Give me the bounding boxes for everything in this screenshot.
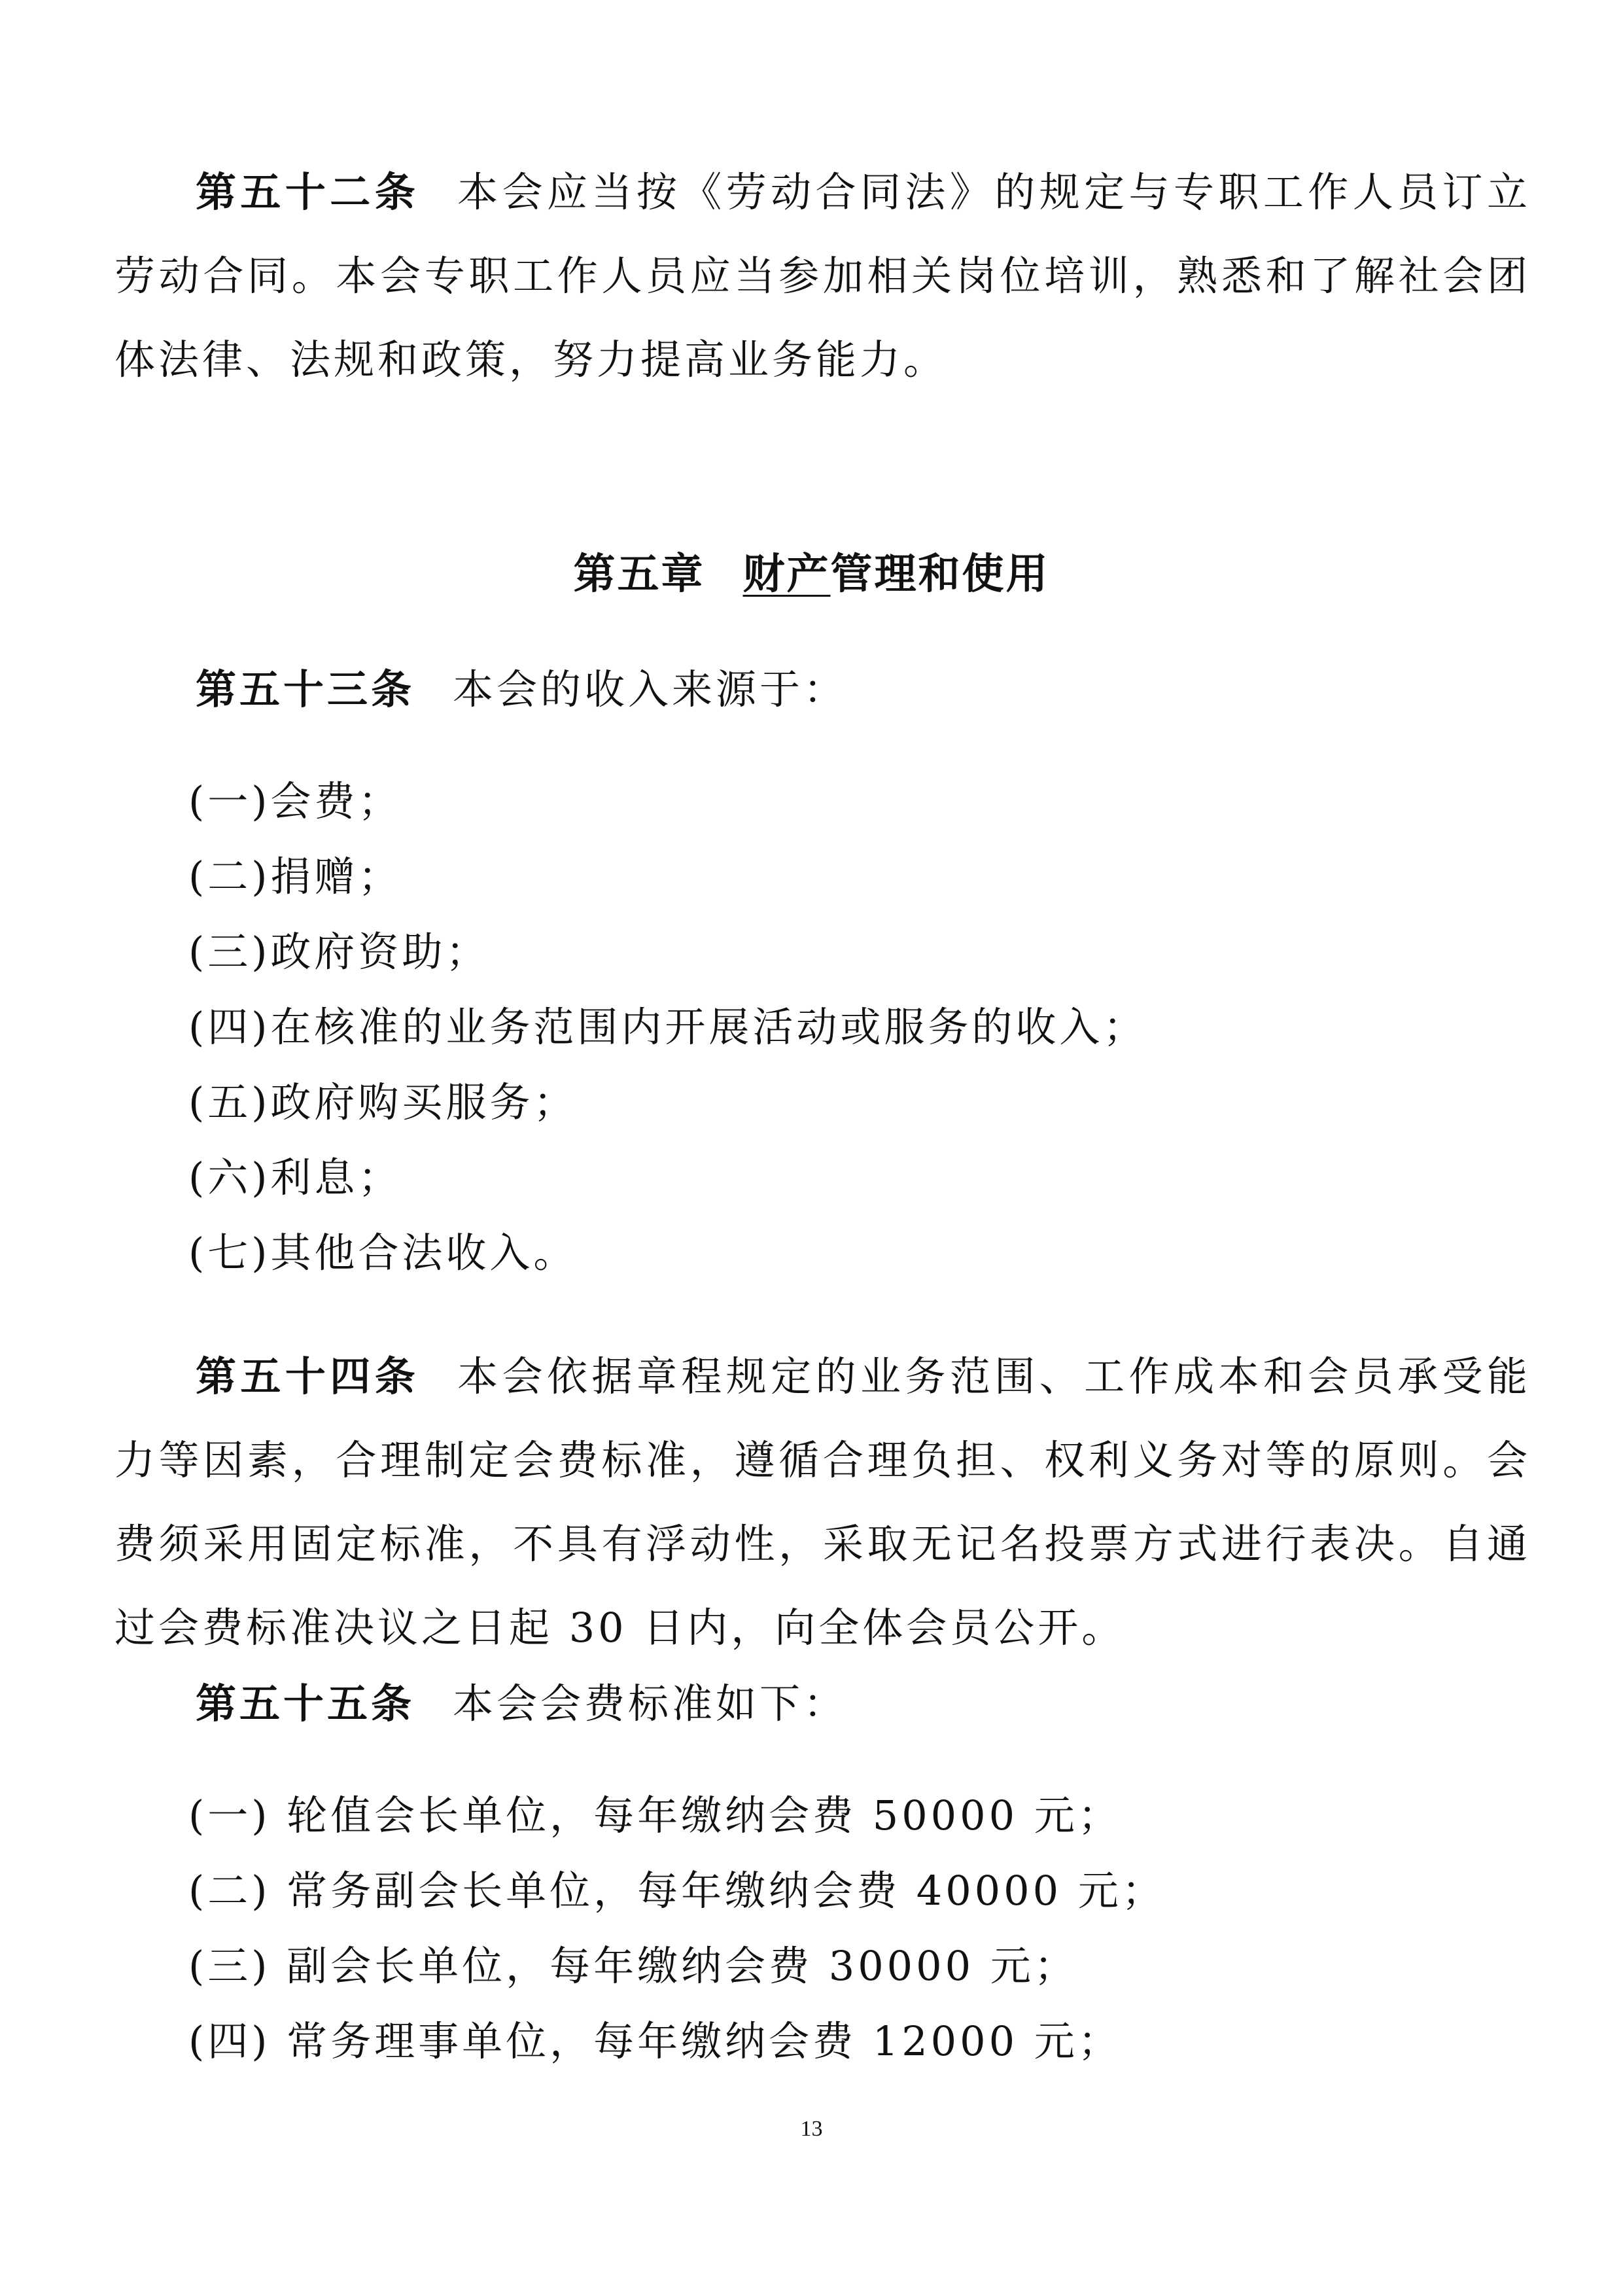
- income-item: (三)政府资助；: [188, 928, 490, 976]
- article-55-label: 第五十五条: [196, 1680, 415, 1727]
- article-54: [114, 1335, 1531, 1670]
- income-item: (一)会费；: [188, 777, 402, 825]
- fee-item: (三) 副会长单位，每年缴纳会费 30000 元；: [188, 1942, 1078, 1990]
- article-53-text: 本会的收入来源于：: [453, 665, 848, 713]
- income-item: (五)政府购买服务；: [188, 1078, 578, 1126]
- article-53: [114, 648, 1531, 732]
- article-52-text: 本会应当按《劳动合同法》的规定与专职工作人员订立劳动合同。本会专职工作人员应当参加相关岗位培训，熟悉和了解社会团体法律、法规和政策，努力提高业务能力。: [114, 168, 1531, 383]
- chapter-number: 第五章: [573, 550, 705, 599]
- article-54-label: 第五十四条: [196, 1352, 420, 1400]
- fee-item: (二) 常务副会长单位，每年缴纳会费 40000 元；: [188, 1867, 1166, 1915]
- income-item: (二)捐赠；: [188, 853, 402, 900]
- article-52-label: 第五十二条: [196, 168, 420, 216]
- fee-item: (一) 轮值会长单位，每年缴纳会费 50000 元；: [188, 1792, 1122, 1839]
- chapter-title-underlined: 财产: [742, 550, 831, 599]
- article-54-text: 本会依据章程规定的业务范围、工作成本和会员承受能力等因素，合理制定会费标准，遵循合理负担、权利义务对等的原则。会费须采用固定标准，不具有浮动性，采取无记名投票方式进行表决。自通过会费标准决议之日起 30 日内，向全体会员公开。: [114, 1352, 1531, 1651]
- chapter-heading: [0, 535, 1623, 614]
- article-55-text: 本会会费标准如下：: [453, 1680, 848, 1727]
- page-number: 13: [800, 2117, 823, 2141]
- income-item: (七)其他合法收入。: [188, 1229, 578, 1277]
- article-52: [114, 150, 1531, 402]
- fee-item: (四) 常务理事单位，每年缴纳会费 12000 元；: [188, 2017, 1122, 2065]
- article-55: [114, 1662, 1531, 1746]
- income-item: (四)在核准的业务范围内开展活动或服务的收入；: [188, 1003, 1147, 1051]
- chapter-title-rest: 管理和使用: [830, 550, 1050, 599]
- article-53-label: 第五十三条: [196, 665, 415, 713]
- income-item: (六)利息；: [188, 1154, 402, 1201]
